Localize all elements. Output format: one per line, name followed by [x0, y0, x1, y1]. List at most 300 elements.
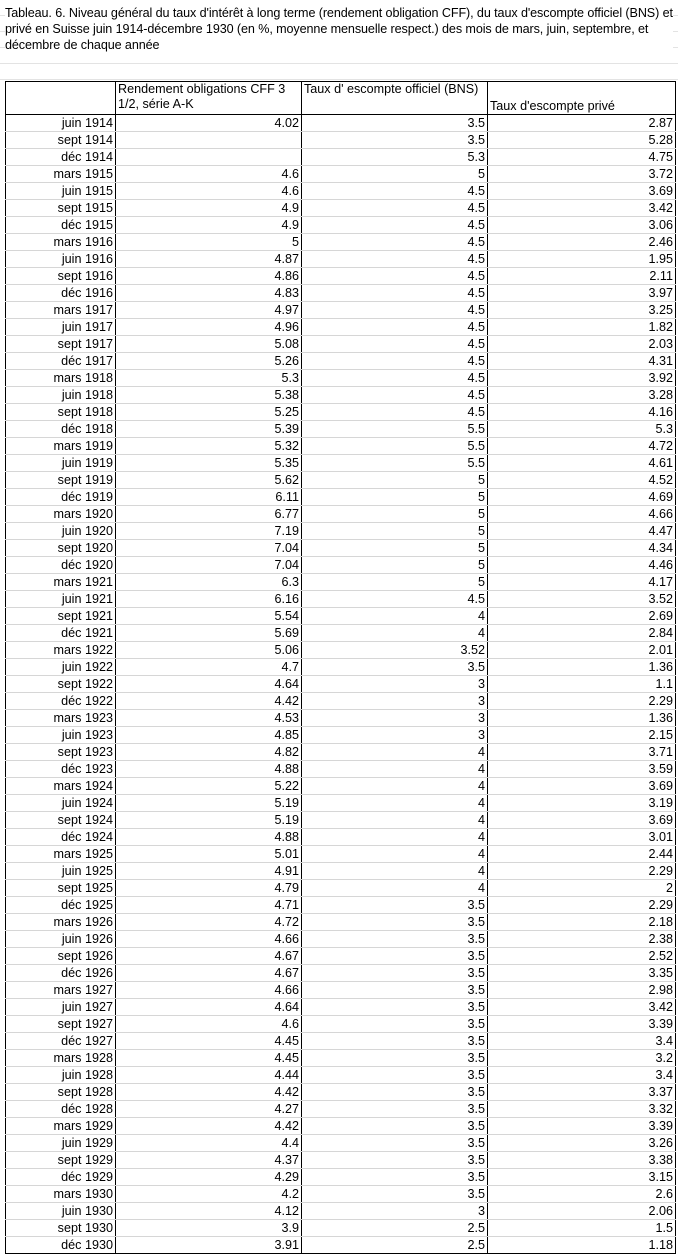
cell-period[interactable]: mars 1919 [6, 438, 116, 455]
cell-private-rate[interactable]: 1.95 [488, 251, 676, 268]
cell-official-rate[interactable]: 4 [302, 778, 488, 795]
cell-private-rate[interactable]: 3.52 [488, 591, 676, 608]
cell-private-rate[interactable]: 4.61 [488, 455, 676, 472]
table-row [6, 251, 676, 268]
cell-period[interactable]: mars 1923 [6, 710, 116, 727]
cell-private-rate[interactable]: 5.3 [488, 421, 676, 438]
cell-period[interactable]: déc 1917 [6, 353, 116, 370]
table-row [6, 489, 676, 506]
cell-official-rate[interactable]: 3.5 [302, 897, 488, 914]
cell-private-rate[interactable]: 2.52 [488, 948, 676, 965]
cell-period[interactable]: juin 1926 [6, 931, 116, 948]
cell-private-rate[interactable]: 1.36 [488, 659, 676, 676]
cell-cff-yield[interactable]: 4.45 [116, 1033, 302, 1050]
cell-private-rate[interactable]: 3.92 [488, 370, 676, 387]
cell-cff-yield[interactable]: 5.26 [116, 353, 302, 370]
cell-private-rate[interactable]: 2.69 [488, 608, 676, 625]
cell-period[interactable]: mars 1927 [6, 982, 116, 999]
cell-private-rate[interactable]: 2.15 [488, 727, 676, 744]
cell-official-rate[interactable]: 5 [302, 523, 488, 540]
table-row [6, 404, 676, 421]
table-row [6, 846, 676, 863]
cell-period[interactable]: sept 1920 [6, 540, 116, 557]
cell-official-rate[interactable]: 3.5 [302, 982, 488, 999]
cell-official-rate[interactable]: 2.5 [302, 1237, 488, 1254]
cell-private-rate[interactable]: 3.32 [488, 1101, 676, 1118]
cell-cff-yield[interactable]: 5.38 [116, 387, 302, 404]
cell-cff-yield[interactable]: 4.67 [116, 948, 302, 965]
cell-cff-yield[interactable]: 4.96 [116, 319, 302, 336]
table-row [6, 1118, 676, 1135]
cell-period[interactable]: déc 1916 [6, 285, 116, 302]
cell-cff-yield[interactable]: 4.88 [116, 761, 302, 778]
cell-private-rate[interactable]: 2.03 [488, 336, 676, 353]
cell-cff-yield[interactable]: 5.19 [116, 795, 302, 812]
cell-private-rate[interactable]: 4.17 [488, 574, 676, 591]
cell-official-rate[interactable]: 4 [302, 880, 488, 897]
cell-official-rate[interactable]: 3 [302, 710, 488, 727]
cell-official-rate[interactable]: 4.5 [302, 251, 488, 268]
cell-cff-yield[interactable]: 4.27 [116, 1101, 302, 1118]
cell-period[interactable]: sept 1921 [6, 608, 116, 625]
cell-cff-yield[interactable]: 4.67 [116, 965, 302, 982]
cell-official-rate[interactable]: 3.5 [302, 1135, 488, 1152]
cell-cff-yield[interactable]: 5.62 [116, 472, 302, 489]
cell-cff-yield[interactable]: 5.35 [116, 455, 302, 472]
cell-private-rate[interactable]: 2.98 [488, 982, 676, 999]
cell-official-rate[interactable]: 3.5 [302, 965, 488, 982]
cell-cff-yield[interactable]: 3.91 [116, 1237, 302, 1254]
cell-cff-yield[interactable]: 5.69 [116, 625, 302, 642]
cell-period[interactable]: sept 1927 [6, 1016, 116, 1033]
cell-period[interactable]: déc 1923 [6, 761, 116, 778]
cell-private-rate[interactable]: 1.5 [488, 1220, 676, 1237]
cell-private-rate[interactable]: 4.16 [488, 404, 676, 421]
cell-cff-yield[interactable]: 4.42 [116, 1118, 302, 1135]
cell-private-rate[interactable]: 3.2 [488, 1050, 676, 1067]
cell-period[interactable]: déc 1930 [6, 1237, 116, 1254]
cell-period[interactable]: juin 1917 [6, 319, 116, 336]
cell-private-rate[interactable]: 2.44 [488, 846, 676, 863]
cell-period[interactable]: sept 1919 [6, 472, 116, 489]
cell-private-rate[interactable]: 4.46 [488, 557, 676, 574]
cell-private-rate[interactable]: 3.06 [488, 217, 676, 234]
cell-period[interactable]: juin 1916 [6, 251, 116, 268]
cell-period[interactable]: déc 1921 [6, 625, 116, 642]
cell-cff-yield[interactable]: 6.11 [116, 489, 302, 506]
cell-period[interactable]: mars 1925 [6, 846, 116, 863]
cell-private-rate[interactable]: 2.29 [488, 863, 676, 880]
cell-cff-yield[interactable]: 4.82 [116, 744, 302, 761]
cell-private-rate[interactable]: 3.97 [488, 285, 676, 302]
cell-cff-yield[interactable]: 4.53 [116, 710, 302, 727]
cell-official-rate[interactable]: 3.5 [302, 1084, 488, 1101]
cell-cff-yield[interactable]: 4.79 [116, 880, 302, 897]
cell-private-rate[interactable]: 1.18 [488, 1237, 676, 1254]
cell-cff-yield[interactable]: 4.72 [116, 914, 302, 931]
cell-period[interactable]: déc 1929 [6, 1169, 116, 1186]
cell-period[interactable]: sept 1925 [6, 880, 116, 897]
cell-period[interactable]: juin 1929 [6, 1135, 116, 1152]
cell-private-rate[interactable]: 3.59 [488, 761, 676, 778]
column-header-private-rate[interactable]: Taux d'escompte privé [488, 82, 676, 115]
cell-cff-yield[interactable]: 4.87 [116, 251, 302, 268]
cell-cff-yield[interactable]: 4.9 [116, 217, 302, 234]
cell-cff-yield[interactable]: 5.3 [116, 370, 302, 387]
cell-period[interactable]: mars 1930 [6, 1186, 116, 1203]
cell-official-rate[interactable]: 4 [302, 863, 488, 880]
cell-period[interactable]: mars 1920 [6, 506, 116, 523]
cell-period[interactable]: mars 1926 [6, 914, 116, 931]
cell-cff-yield[interactable]: 5.39 [116, 421, 302, 438]
cell-private-rate[interactable]: 2.11 [488, 268, 676, 285]
cell-private-rate[interactable]: 3.35 [488, 965, 676, 982]
cell-private-rate[interactable]: 3.15 [488, 1169, 676, 1186]
table-row [6, 693, 676, 710]
cell-cff-yield[interactable]: 4.02 [116, 115, 302, 132]
cell-private-rate[interactable]: 4.66 [488, 506, 676, 523]
cell-official-rate[interactable]: 3.5 [302, 914, 488, 931]
table-row [6, 863, 676, 880]
cell-period[interactable]: juin 1927 [6, 999, 116, 1016]
cell-private-rate[interactable]: 3.19 [488, 795, 676, 812]
cell-period[interactable]: juin 1914 [6, 115, 116, 132]
cell-cff-yield[interactable]: 4.4 [116, 1135, 302, 1152]
cell-cff-yield[interactable]: 5.54 [116, 608, 302, 625]
cell-official-rate[interactable]: 3.5 [302, 115, 488, 132]
cell-private-rate[interactable]: 3.42 [488, 200, 676, 217]
cell-official-rate[interactable]: 4.5 [302, 404, 488, 421]
cell-official-rate[interactable]: 4 [302, 608, 488, 625]
cell-period[interactable]: sept 1918 [6, 404, 116, 421]
cell-official-rate[interactable]: 5 [302, 574, 488, 591]
table-row [6, 132, 676, 149]
cell-private-rate[interactable]: 4.69 [488, 489, 676, 506]
cell-official-rate[interactable]: 3.5 [302, 1152, 488, 1169]
cell-official-rate[interactable]: 4.5 [302, 591, 488, 608]
cell-cff-yield[interactable]: 6.3 [116, 574, 302, 591]
cell-cff-yield[interactable] [116, 149, 302, 166]
cell-official-rate[interactable]: 5 [302, 489, 488, 506]
cell-official-rate[interactable]: 4.5 [302, 370, 488, 387]
cell-period[interactable]: sept 1923 [6, 744, 116, 761]
cell-cff-yield[interactable]: 4.64 [116, 999, 302, 1016]
table-row [6, 319, 676, 336]
cell-private-rate[interactable]: 2.06 [488, 1203, 676, 1220]
cell-period[interactable]: déc 1914 [6, 149, 116, 166]
cell-official-rate[interactable]: 4.5 [302, 183, 488, 200]
cell-official-rate[interactable]: 5 [302, 557, 488, 574]
cell-official-rate[interactable]: 4.5 [302, 200, 488, 217]
cell-private-rate[interactable]: 3.25 [488, 302, 676, 319]
cell-private-rate[interactable]: 4.75 [488, 149, 676, 166]
cell-cff-yield[interactable]: 5.32 [116, 438, 302, 455]
cell-period[interactable]: mars 1924 [6, 778, 116, 795]
cell-official-rate[interactable]: 4 [302, 846, 488, 863]
cell-official-rate[interactable]: 3.5 [302, 1186, 488, 1203]
cell-official-rate[interactable]: 5 [302, 540, 488, 557]
cell-official-rate[interactable]: 4.5 [302, 319, 488, 336]
cell-private-rate[interactable]: 3.4 [488, 1067, 676, 1084]
cell-cff-yield[interactable]: 5.19 [116, 812, 302, 829]
cell-period[interactable]: mars 1915 [6, 166, 116, 183]
cell-period[interactable]: sept 1926 [6, 948, 116, 965]
cell-period[interactable]: déc 1919 [6, 489, 116, 506]
cell-cff-yield[interactable]: 4.37 [116, 1152, 302, 1169]
cell-private-rate[interactable]: 3.71 [488, 744, 676, 761]
cell-cff-yield[interactable]: 4.66 [116, 931, 302, 948]
cell-period[interactable]: juin 1924 [6, 795, 116, 812]
cell-period[interactable]: mars 1921 [6, 574, 116, 591]
cell-official-rate[interactable]: 4.5 [302, 268, 488, 285]
cell-cff-yield[interactable]: 4.42 [116, 693, 302, 710]
cell-official-rate[interactable]: 3 [302, 727, 488, 744]
cell-cff-yield[interactable]: 4.29 [116, 1169, 302, 1186]
cell-period[interactable]: juin 1923 [6, 727, 116, 744]
cell-cff-yield[interactable]: 4.45 [116, 1050, 302, 1067]
column-header-official-rate[interactable]: Taux d' escompte officiel (BNS) [302, 82, 488, 115]
cell-private-rate[interactable]: 4.31 [488, 353, 676, 370]
cell-period[interactable]: déc 1924 [6, 829, 116, 846]
cell-period[interactable]: déc 1920 [6, 557, 116, 574]
table-row [6, 1050, 676, 1067]
cell-period[interactable]: sept 1928 [6, 1084, 116, 1101]
cell-cff-yield[interactable]: 4.2 [116, 1186, 302, 1203]
cell-cff-yield[interactable]: 6.16 [116, 591, 302, 608]
cell-official-rate[interactable]: 3.5 [302, 1050, 488, 1067]
cell-private-rate[interactable]: 2.18 [488, 914, 676, 931]
cell-official-rate[interactable]: 4 [302, 625, 488, 642]
cell-private-rate[interactable]: 2.84 [488, 625, 676, 642]
cell-cff-yield[interactable]: 4.91 [116, 863, 302, 880]
table-row [6, 931, 676, 948]
cell-cff-yield[interactable]: 4.44 [116, 1067, 302, 1084]
cell-cff-yield[interactable]: 4.66 [116, 982, 302, 999]
cell-official-rate[interactable]: 5.5 [302, 455, 488, 472]
cell-period[interactable]: sept 1917 [6, 336, 116, 353]
cell-official-rate[interactable]: 3.52 [302, 642, 488, 659]
cell-official-rate[interactable]: 4 [302, 761, 488, 778]
cell-cff-yield[interactable]: 4.86 [116, 268, 302, 285]
cell-cff-yield[interactable]: 6.77 [116, 506, 302, 523]
cell-cff-yield[interactable]: 4.64 [116, 676, 302, 693]
cell-cff-yield[interactable]: 4.12 [116, 1203, 302, 1220]
cell-official-rate[interactable]: 3.5 [302, 1033, 488, 1050]
cell-official-rate[interactable]: 4.5 [302, 217, 488, 234]
cell-cff-yield[interactable]: 4.6 [116, 1016, 302, 1033]
cell-cff-yield[interactable]: 5.06 [116, 642, 302, 659]
cell-period[interactable]: juin 1921 [6, 591, 116, 608]
table-row [6, 812, 676, 829]
cell-period[interactable]: juin 1919 [6, 455, 116, 472]
cell-official-rate[interactable]: 3.5 [302, 1118, 488, 1135]
cell-private-rate[interactable]: 5.28 [488, 132, 676, 149]
cell-cff-yield[interactable]: 4.6 [116, 166, 302, 183]
cell-period[interactable]: mars 1922 [6, 642, 116, 659]
cell-period[interactable]: sept 1929 [6, 1152, 116, 1169]
cell-official-rate[interactable]: 3.5 [302, 1067, 488, 1084]
cell-official-rate[interactable]: 4 [302, 812, 488, 829]
cell-cff-yield[interactable]: 7.19 [116, 523, 302, 540]
cell-period[interactable]: mars 1917 [6, 302, 116, 319]
cell-cff-yield[interactable]: 4.42 [116, 1084, 302, 1101]
cell-official-rate[interactable]: 5 [302, 506, 488, 523]
cell-period[interactable]: déc 1927 [6, 1033, 116, 1050]
table-row [6, 965, 676, 982]
cell-period[interactable]: déc 1928 [6, 1101, 116, 1118]
cell-private-rate[interactable]: 3.42 [488, 999, 676, 1016]
cell-period[interactable]: juin 1925 [6, 863, 116, 880]
cell-official-rate[interactable]: 3.5 [302, 1101, 488, 1118]
cell-official-rate[interactable]: 3.5 [302, 1016, 488, 1033]
table-row [6, 778, 676, 795]
cell-official-rate[interactable]: 5.5 [302, 421, 488, 438]
cell-private-rate[interactable]: 4.34 [488, 540, 676, 557]
cell-private-rate[interactable]: 1.36 [488, 710, 676, 727]
cell-cff-yield[interactable]: 4.6 [116, 183, 302, 200]
table-row [6, 540, 676, 557]
cell-period[interactable]: mars 1928 [6, 1050, 116, 1067]
table-row [6, 472, 676, 489]
table-row [6, 302, 676, 319]
cell-private-rate[interactable]: 4.72 [488, 438, 676, 455]
cell-official-rate[interactable]: 5 [302, 166, 488, 183]
cell-period[interactable]: sept 1914 [6, 132, 116, 149]
cell-period[interactable]: déc 1926 [6, 965, 116, 982]
cell-period[interactable]: sept 1916 [6, 268, 116, 285]
cell-cff-yield[interactable]: 4.85 [116, 727, 302, 744]
cell-cff-yield[interactable]: 4.88 [116, 829, 302, 846]
cell-period[interactable]: juin 1918 [6, 387, 116, 404]
cell-official-rate[interactable]: 4.5 [302, 387, 488, 404]
cell-official-rate[interactable]: 4 [302, 744, 488, 761]
cell-official-rate[interactable]: 3.5 [302, 659, 488, 676]
cell-private-rate[interactable]: 2.46 [488, 234, 676, 251]
cell-cff-yield[interactable]: 5.25 [116, 404, 302, 421]
cell-official-rate[interactable]: 4.5 [302, 302, 488, 319]
cell-official-rate[interactable]: 4.5 [302, 336, 488, 353]
cell-official-rate[interactable]: 4 [302, 795, 488, 812]
cell-official-rate[interactable]: 4 [302, 829, 488, 846]
cell-period[interactable]: déc 1925 [6, 897, 116, 914]
cell-official-rate[interactable]: 5.3 [302, 149, 488, 166]
table-row [6, 370, 676, 387]
cell-cff-yield[interactable]: 7.04 [116, 557, 302, 574]
table-row [6, 1169, 676, 1186]
table-row [6, 1237, 676, 1254]
cell-cff-yield[interactable]: 7.04 [116, 540, 302, 557]
cell-official-rate[interactable]: 3 [302, 1203, 488, 1220]
cell-official-rate[interactable]: 3.5 [302, 931, 488, 948]
cell-period[interactable]: juin 1928 [6, 1067, 116, 1084]
data-table [5, 81, 676, 1254]
cell-official-rate[interactable]: 3 [302, 676, 488, 693]
cell-period[interactable]: juin 1915 [6, 183, 116, 200]
cell-private-rate[interactable]: 2.29 [488, 897, 676, 914]
table-row [6, 455, 676, 472]
cell-official-rate[interactable]: 5 [302, 472, 488, 489]
table-row [6, 625, 676, 642]
cell-private-rate[interactable]: 3.69 [488, 183, 676, 200]
cell-period[interactable]: mars 1918 [6, 370, 116, 387]
cell-private-rate[interactable]: 2 [488, 880, 676, 897]
cell-private-rate[interactable]: 3.69 [488, 812, 676, 829]
cell-private-rate[interactable]: 4.52 [488, 472, 676, 489]
table-row [6, 574, 676, 591]
cell-cff-yield[interactable]: 5.01 [116, 846, 302, 863]
cell-official-rate[interactable]: 4.5 [302, 353, 488, 370]
cell-private-rate[interactable]: 3.28 [488, 387, 676, 404]
cell-cff-yield[interactable]: 4.83 [116, 285, 302, 302]
cell-cff-yield[interactable]: 5.08 [116, 336, 302, 353]
cell-private-rate[interactable]: 2.29 [488, 693, 676, 710]
cell-private-rate[interactable]: 3.26 [488, 1135, 676, 1152]
cell-cff-yield[interactable]: 3.9 [116, 1220, 302, 1237]
cell-official-rate[interactable]: 3.5 [302, 948, 488, 965]
cell-official-rate[interactable]: 2.5 [302, 1220, 488, 1237]
cell-private-rate[interactable]: 2.01 [488, 642, 676, 659]
column-header-cff-yield[interactable]: Rendement obligations CFF 3 1/2, série A-K [116, 82, 302, 115]
cell-period[interactable]: mars 1929 [6, 1118, 116, 1135]
cell-official-rate[interactable]: 4.5 [302, 285, 488, 302]
table-row [6, 1016, 676, 1033]
cell-period[interactable]: déc 1918 [6, 421, 116, 438]
table-row [6, 1186, 676, 1203]
cell-period[interactable]: sept 1915 [6, 200, 116, 217]
cell-private-rate[interactable]: 3.37 [488, 1084, 676, 1101]
cell-period[interactable]: sept 1930 [6, 1220, 116, 1237]
cell-period[interactable]: juin 1922 [6, 659, 116, 676]
table-row [6, 353, 676, 370]
cell-private-rate[interactable]: 2.38 [488, 931, 676, 948]
cell-period[interactable]: juin 1920 [6, 523, 116, 540]
cell-official-rate[interactable]: 3.5 [302, 999, 488, 1016]
column-header-period[interactable] [6, 82, 116, 115]
cell-cff-yield[interactable]: 5.22 [116, 778, 302, 795]
cell-period[interactable]: déc 1922 [6, 693, 116, 710]
cell-private-rate[interactable]: 3.72 [488, 166, 676, 183]
cell-private-rate[interactable]: 2.6 [488, 1186, 676, 1203]
cell-official-rate[interactable]: 5.5 [302, 438, 488, 455]
cell-private-rate[interactable]: 2.87 [488, 115, 676, 132]
cell-cff-yield[interactable]: 4.71 [116, 897, 302, 914]
cell-official-rate[interactable]: 3.5 [302, 1169, 488, 1186]
cell-official-rate[interactable]: 3.5 [302, 132, 488, 149]
cell-official-rate[interactable]: 3 [302, 693, 488, 710]
cell-private-rate[interactable]: 1.1 [488, 676, 676, 693]
cell-cff-yield[interactable]: 4.9 [116, 200, 302, 217]
cell-official-rate[interactable]: 4.5 [302, 234, 488, 251]
cell-period[interactable]: déc 1915 [6, 217, 116, 234]
cell-private-rate[interactable]: 3.69 [488, 778, 676, 795]
cell-cff-yield[interactable]: 5 [116, 234, 302, 251]
table-row [6, 982, 676, 999]
cell-private-rate[interactable]: 3.39 [488, 1016, 676, 1033]
cell-private-rate[interactable]: 1.82 [488, 319, 676, 336]
cell-private-rate[interactable]: 3.01 [488, 829, 676, 846]
cell-private-rate[interactable]: 3.4 [488, 1033, 676, 1050]
cell-period[interactable]: sept 1922 [6, 676, 116, 693]
cell-private-rate[interactable]: 3.39 [488, 1118, 676, 1135]
cell-period[interactable]: mars 1916 [6, 234, 116, 251]
cell-cff-yield[interactable]: 4.97 [116, 302, 302, 319]
cell-period[interactable]: sept 1924 [6, 812, 116, 829]
cell-private-rate[interactable]: 4.47 [488, 523, 676, 540]
cell-cff-yield[interactable]: 4.7 [116, 659, 302, 676]
cell-cff-yield[interactable] [116, 132, 302, 149]
cell-private-rate[interactable]: 3.38 [488, 1152, 676, 1169]
cell-period[interactable]: juin 1930 [6, 1203, 116, 1220]
